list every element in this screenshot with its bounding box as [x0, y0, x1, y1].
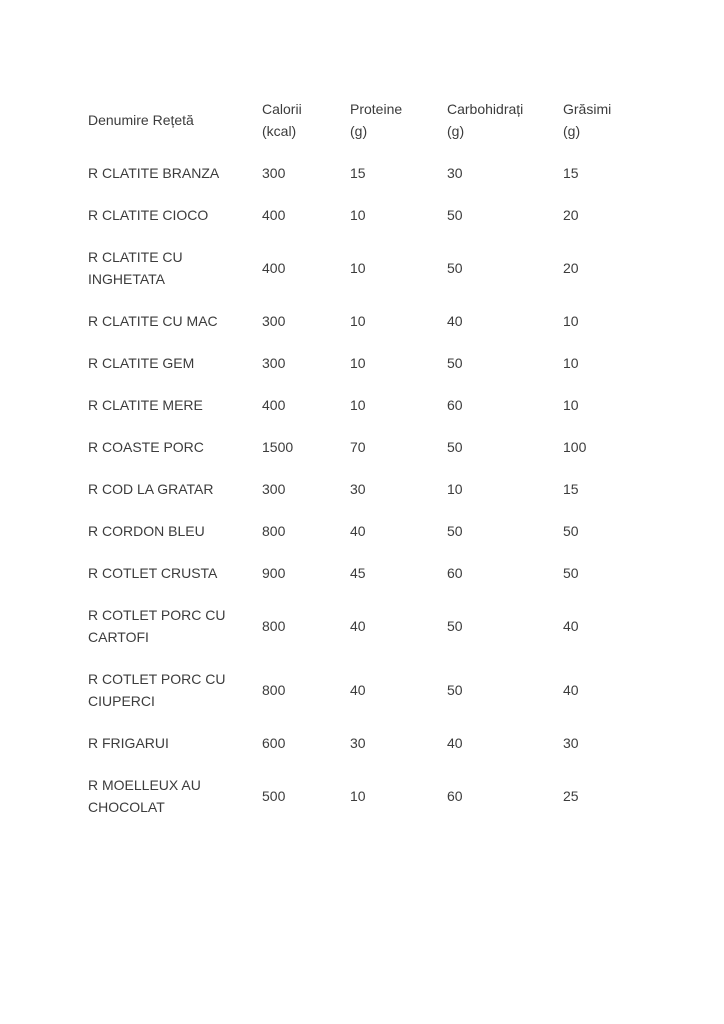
- calories-cell: 1500: [262, 439, 294, 455]
- fat-cell: 50: [563, 523, 579, 539]
- fat-cell: 20: [563, 260, 579, 276]
- fat-cell: 10: [563, 355, 579, 371]
- table-row: [88, 384, 643, 426]
- table-row: [88, 764, 643, 828]
- header-calories-unit: (kcal): [262, 123, 297, 139]
- recipe-name-cell: R CLATITE GEM: [88, 355, 195, 371]
- calories-cell: 900: [262, 565, 286, 581]
- table-row: [88, 194, 643, 236]
- calories-cell: 400: [262, 397, 286, 413]
- carbs-cell: 60: [447, 565, 463, 581]
- recipe-name-cell: R MOELLEUX AU CHOCOLAT: [88, 777, 201, 815]
- calories-cell: 300: [262, 313, 286, 329]
- calories-cell: 800: [262, 523, 286, 539]
- calories-cell: 300: [262, 355, 286, 371]
- protein-cell: 30: [350, 481, 366, 497]
- table-row: [88, 426, 643, 468]
- recipe-name-cell: R CLATITE CU INGHETATA: [88, 249, 183, 287]
- header-carbs: [447, 88, 563, 152]
- fat-cell: 25: [563, 788, 579, 804]
- header-fat-unit: (g): [563, 123, 581, 139]
- protein-cell: 10: [350, 207, 366, 223]
- fat-cell: 30: [563, 735, 579, 751]
- calories-cell: 800: [262, 682, 286, 698]
- table-row: [88, 236, 643, 300]
- recipe-name-cell: R COTLET CRUSTA: [88, 565, 218, 581]
- carbs-cell: 10: [447, 481, 463, 497]
- table-row: [88, 594, 643, 658]
- table-row: [88, 342, 643, 384]
- calories-cell: 500: [262, 788, 286, 804]
- carbs-cell: 60: [447, 397, 463, 413]
- carbs-cell: 50: [447, 207, 463, 223]
- carbs-cell: 30: [447, 165, 463, 181]
- fat-cell: 15: [563, 481, 579, 497]
- header-recipe-name-label: Denumire Rețetă: [88, 112, 194, 128]
- header-row: [88, 88, 643, 152]
- carbs-cell: 50: [447, 439, 463, 455]
- table-row: [88, 510, 643, 552]
- carbs-cell: 50: [447, 618, 463, 634]
- carbs-cell: 60: [447, 788, 463, 804]
- protein-cell: 10: [350, 313, 366, 329]
- table-row: [88, 468, 643, 510]
- header-calories-label: Calorii: [262, 101, 302, 117]
- protein-cell: 40: [350, 618, 366, 634]
- fat-cell: 50: [563, 565, 579, 581]
- table-row: [88, 152, 643, 194]
- fat-cell: 20: [563, 207, 579, 223]
- protein-cell: 40: [350, 682, 366, 698]
- protein-cell: 10: [350, 397, 366, 413]
- table-row: [88, 552, 643, 594]
- header-protein-unit: (g): [350, 123, 368, 139]
- calories-cell: 400: [262, 207, 286, 223]
- calories-cell: 600: [262, 735, 286, 751]
- calories-cell: 800: [262, 618, 286, 634]
- carbs-cell: 40: [447, 313, 463, 329]
- fat-cell: 10: [563, 313, 579, 329]
- recipe-name-cell: R COTLET PORC CU CARTOFI: [88, 607, 226, 645]
- recipe-name-cell: R CLATITE BRANZA: [88, 165, 220, 181]
- header-carbs-unit: (g): [447, 123, 465, 139]
- carbs-cell: 50: [447, 682, 463, 698]
- protein-cell: 10: [350, 788, 366, 804]
- recipe-name-cell: R COTLET PORC CU CIUPERCI: [88, 671, 226, 709]
- recipe-name-cell: R CLATITE CIOCO: [88, 207, 209, 223]
- header-protein: [350, 88, 447, 152]
- protein-cell: 45: [350, 565, 366, 581]
- recipe-name-cell: R COD LA GRATAR: [88, 481, 214, 497]
- header-fat: [563, 88, 643, 152]
- calories-cell: 300: [262, 165, 286, 181]
- fat-cell: 40: [563, 618, 579, 634]
- table-row: [88, 658, 643, 722]
- protein-cell: 15: [350, 165, 366, 181]
- carbs-cell: 50: [447, 355, 463, 371]
- nutrition-table: [88, 88, 643, 828]
- recipe-name-cell: R CLATITE MERE: [88, 397, 203, 413]
- header-carbs-label: Carbohidrați: [447, 101, 524, 117]
- fat-cell: 15: [563, 165, 579, 181]
- calories-cell: 400: [262, 260, 286, 276]
- table-row: [88, 722, 643, 764]
- carbs-cell: 40: [447, 735, 463, 751]
- protein-cell: 70: [350, 439, 366, 455]
- carbs-cell: 50: [447, 523, 463, 539]
- header-calories: [262, 88, 350, 152]
- calories-cell: 300: [262, 481, 286, 497]
- protein-cell: 40: [350, 523, 366, 539]
- header-protein-label: Proteine: [350, 101, 403, 117]
- recipe-name-cell: R FRIGARUI: [88, 735, 169, 751]
- carbs-cell: 50: [447, 260, 463, 276]
- fat-cell: 100: [563, 439, 587, 455]
- header-fat-label: Grăsimi: [563, 101, 612, 117]
- recipe-name-cell: R CLATITE CU MAC: [88, 313, 218, 329]
- table-row: [88, 300, 643, 342]
- protein-cell: 10: [350, 260, 366, 276]
- recipe-name-cell: R CORDON BLEU: [88, 523, 205, 539]
- protein-cell: 30: [350, 735, 366, 751]
- fat-cell: 10: [563, 397, 579, 413]
- header-recipe-name: [88, 88, 262, 152]
- fat-cell: 40: [563, 682, 579, 698]
- recipe-name-cell: R COASTE PORC: [88, 439, 204, 455]
- protein-cell: 10: [350, 355, 366, 371]
